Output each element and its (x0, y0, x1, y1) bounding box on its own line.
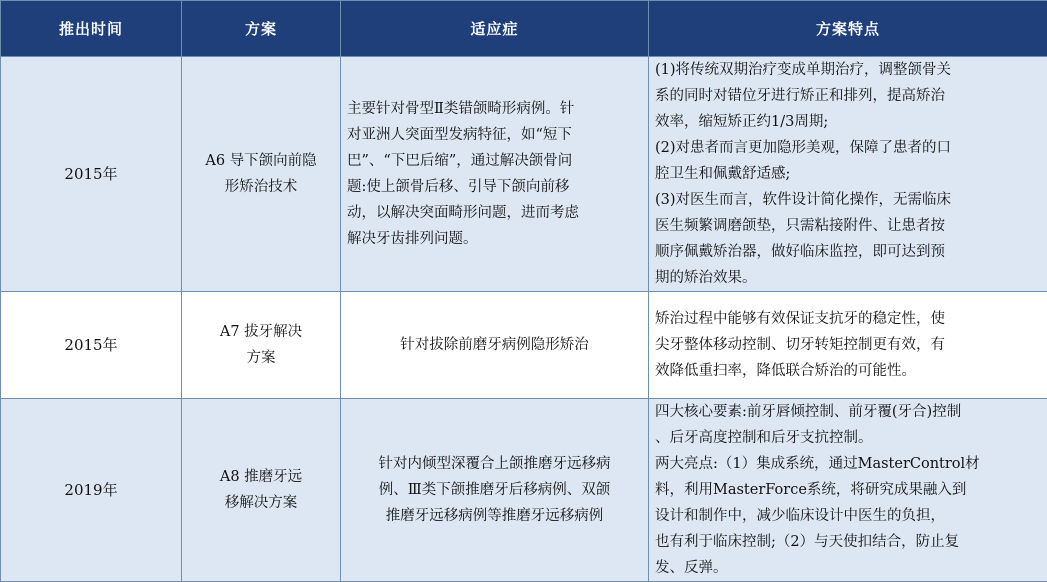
cell-features (649, 57, 1047, 292)
table-row (1, 57, 1047, 292)
indication-text: 针对内倾型深覆合上颌推磨牙远移病 例、Ⅲ类下颌推磨牙后移病例、双颌 推磨牙远移病例等推磨牙远移病例 (342, 451, 647, 529)
features-text: (1)将传统双期治疗变成单期治疗，调整颌骨关 系的同时对错位牙进行矫正和排列，提高矫治 效率，缩短矫正约1/3周期; (2)对患者而言更加隐形美观，保障了患者的口 腔卫生和佩戴舒适感; (3)对医生而言，软件设计简化操作，无需临床 医生频繁调磨颌垫，只需粘接附件、让患者按 顺序佩戴矫治器，做好临床监控，即可达到预 期的矫治效果。 (655, 57, 1041, 291)
cell-year: 2019年 (1, 399, 182, 582)
cell-indication (341, 292, 649, 399)
table-header-row (1, 1, 1047, 57)
cell-plan (182, 399, 341, 582)
cell-features (649, 399, 1047, 582)
cell-year: 2015年 (1, 57, 182, 292)
plan-text: A7 拔牙解决 方案 (183, 319, 339, 371)
table-row (1, 292, 1047, 399)
plan-text: A6 导下颌向前隐 形矫治技术 (183, 148, 339, 200)
cell-year: 2015年 (1, 292, 182, 399)
header-launch-time: 推出时间 (1, 1, 182, 57)
features-text: 四大核心要素:前牙唇倾控制、前牙覆(牙合)控制 、后牙高度控制和后牙支抗控制。 两大亮点:（1）集成系统，通过MasterControl材 料，利用MasterForce系统，将研究成果融入到 设计和制作中，减少临床设计中医生的负担， 也有利于临床控制;（2）与天使扣结合，防止复 发、反弹。 (655, 399, 1041, 581)
cell-plan (182, 292, 341, 399)
cell-indication (341, 399, 649, 582)
cell-features (649, 292, 1047, 399)
indication-text: 针对拔除前磨牙病例隐形矫治 (342, 332, 647, 358)
table-row (1, 399, 1047, 582)
header-plan: 方案 (182, 1, 341, 57)
header-features: 方案特点 (649, 1, 1047, 57)
cell-plan (182, 57, 341, 292)
indication-text: 主要针对骨型Ⅱ类错颌畸形病例。针 对亚洲人突面型发病特征，如“短下 巴”、“下巴后缩”，通过解决颌骨问 题:使上颌骨后移、引导下颌向前移 动，以解决突面畸形问题，进而考虑 解决牙齿排列问题。 (347, 96, 642, 252)
plan-text: A8 推磨牙远 移解决方案 (183, 464, 339, 516)
header-indication: 适应症 (341, 1, 649, 57)
cell-indication (341, 57, 649, 292)
features-text: 矫治过程中能够有效保证支抗牙的稳定性，使 尖牙整体移动控制、切牙转矩控制更有效，有 效降低重扫率，降低联合矫治的可能性。 (655, 306, 1041, 384)
